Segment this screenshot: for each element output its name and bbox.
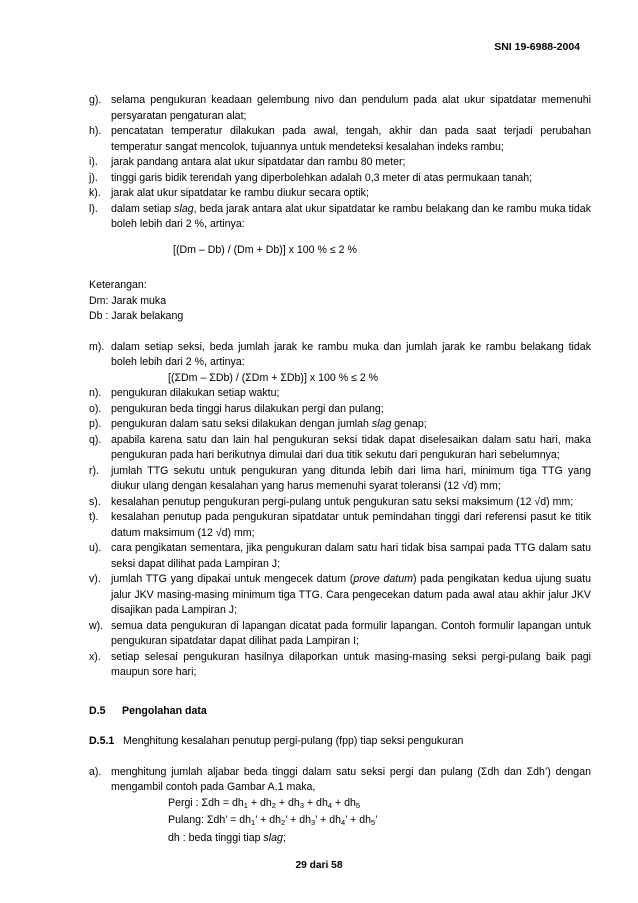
list-text: jumlah TTG sekutu untuk pengukuran yang ditunda lebih dari lima hari, minimum tiga TTG yang diukur ulang dengan kesalahan yang harus memenuhi syarat toleransi (12 √d) mm;: [111, 464, 591, 492]
subsection-heading: [89, 734, 591, 750]
subscript: 1: [251, 818, 256, 827]
list-text: pencatatan temperatur dilakukan pada awal, tengah, akhir dan pada saat terjadi perubahan temperatur sangat mencolok, tujuannya untuk mendeteksi kesalahan indeks rambu;: [111, 125, 591, 153]
list-item: [89, 541, 591, 572]
list-text: setiap selesai pengukuran hasilnya dilaporkan untuk masing-masing seksi pergi-pulang baik pagi maupun sore hari;: [111, 650, 591, 678]
list-text: tinggi garis bidik terendah yang diperbolehkan adalah 0,3 meter di atas permukaan tanah;: [111, 171, 533, 184]
section-title: Pengolahan data: [122, 704, 207, 717]
formula-sum-distance-ratio: [(ΣDm – ΣDb) / (ΣDm + ΣDb)] x 100 % ≤ 2 %: [168, 371, 379, 384]
list-item: [89, 124, 591, 155]
list-label: x).: [89, 650, 101, 663]
list-item-a: [89, 765, 591, 796]
list-item: [89, 650, 591, 681]
list-item: [89, 402, 591, 418]
list-text: apabila karena satu dan lain hal pengukuran seksi tidak dapat diselesaikan dalam satu hari, maka pengukuran pada hari berikutnya dimulai dari dua titik sekutu dari pengukuran hari sebelumnya;: [111, 433, 591, 461]
list-item: [89, 619, 591, 650]
list-item-v: [89, 572, 591, 619]
list-text: kesalahan penutup pada pengukuran sipatdatar untuk pemindahan tinggi dari referensi pasut ke titik datum maksimum (12 √d) mm;: [111, 511, 591, 539]
list-label: i).: [89, 156, 98, 168]
subsection-number: D.5.1: [89, 735, 115, 747]
list-label: g).: [89, 94, 102, 106]
list-label: s).: [89, 495, 101, 508]
subscript: 5: [371, 818, 376, 827]
keterangan-dm: Dm: Jarak muka: [89, 294, 167, 307]
keterangan-db: Db : Jarak belakang: [89, 310, 184, 322]
list-label: j).: [89, 171, 98, 184]
list-text: pengukuran dalam satu seksi dilakukan dengan jumlah slag genap;: [111, 418, 427, 430]
list-item: [89, 433, 591, 464]
subscript: 2: [281, 818, 286, 827]
subsection-title: Menghitung kesalahan penutup pergi-pulang (fpp) tiap seksi pengukuran: [123, 735, 464, 747]
page-content: [89, 93, 591, 846]
list-item: [89, 495, 591, 511]
list-text: cara pengikatan sementara, jika pengukuran dalam satu hari tidak bisa sampai pada TTG dalam satu seksi dapat dilihat pada Lampiran J;: [111, 542, 591, 570]
list-text: dalam setiap seksi, beda jumlah jarak ke rambu muka dan jumlah jarak ke rambu belakang tidak boleh lebih dari 2 %, artinya:: [111, 340, 591, 368]
formula-distance-ratio: [(Dm – Db) / (Dm + Db)] x 100 % ≤ 2 %: [173, 243, 357, 256]
section-number: D.5: [89, 704, 106, 717]
list-label: l).: [89, 202, 98, 215]
subscript: 4: [341, 818, 346, 827]
requirements-list-g-k: [89, 93, 591, 202]
list-label: v).: [89, 573, 101, 585]
list-text: jarak pandang antara alat ukur sipatdatar dan rambu 80 meter;: [111, 156, 406, 168]
list-label: u).: [89, 542, 102, 554]
list-item: [89, 93, 591, 124]
subscript: 5: [355, 800, 361, 810]
section-heading: [89, 704, 591, 720]
list-label: t).: [89, 511, 99, 523]
subscript: 3: [299, 800, 304, 810]
list-item: [89, 186, 591, 202]
page-number: 29 dari 58: [295, 860, 343, 871]
list-label: p).: [89, 418, 102, 430]
list-item-m: [89, 340, 591, 371]
list-label: r).: [89, 464, 99, 477]
list-label: a).: [89, 765, 102, 778]
subscript: 1: [243, 800, 248, 810]
requirements-list-n-o: [89, 386, 591, 417]
list-label: k).: [89, 187, 101, 199]
list-text: jumlah TTG yang dipakai untuk mengecek datum (prove datum) pada pengikatan kedua ujung suatu jalur JKV masing-masing minimum tiga TTG. Cara pengecekan datum pada awal atau akhir jalur JKV disajikan pada Lampiran J;: [111, 573, 592, 616]
list-label: w).: [89, 619, 104, 632]
list-text: pengukuran dilakukan setiap waktu;: [111, 387, 280, 399]
list-text: dalam setiap slag, beda jarak antara alat ukur sipatdatar ke rambu belakang dan ke rambu muka tidak boleh lebih dari 2 %, artinya:: [111, 202, 591, 230]
keterangan-title: Keterangan:: [89, 279, 147, 291]
list-text: kesalahan penutup pengukuran pergi-pulang untuk pengukuran satu seksi maksimum (12 √d) mm;: [111, 495, 574, 508]
list-text: jarak alat ukur sipatdatar ke rambu diukur secara optik;: [111, 187, 369, 199]
subscript: 4: [327, 800, 333, 810]
list-text: menghitung jumlah aljabar beda tinggi dalam satu seksi pergi dan pulang (Σdh dan Σdh’) dengan mengambil contoh pada Gambar A.1 maka,: [111, 765, 591, 793]
formula-pergi: Pergi : $\Sigma dh = dh_1 + dh_2 + dh_3 + dh_4 + dh_5$: [168, 796, 361, 810]
list-label: o).: [89, 402, 102, 415]
dh-definition: dh : beda tinggi tiap slag;: [168, 831, 286, 844]
list-item-l: [89, 202, 591, 233]
subscript: 2: [271, 800, 276, 810]
formula-pulang: Pulang: Σdh’ = $dh_1$’ + $dh_2$’ + $dh_3$’ + $dh_4$’ + $dh_5$’: [168, 814, 378, 827]
list-item: [89, 386, 591, 402]
document-code: SNI 19-6988-2004: [494, 41, 580, 53]
requirements-list-w-x: [89, 619, 591, 681]
list-item: [89, 510, 591, 541]
list-text: pengukuran beda tinggi harus dilakukan pergi dan pulang;: [111, 402, 384, 415]
subscript: 3: [311, 818, 316, 827]
list-item: [89, 155, 591, 171]
requirements-list-q-u: [89, 433, 591, 573]
list-item: [89, 464, 591, 495]
list-label: h).: [89, 125, 102, 137]
list-text: semua data pengukuran di lapangan dicatat pada formulir lapangan. Contoh formulir lapangan untuk pengukuran sipatdatar dapat dilihat pada Lampiran I;: [111, 619, 591, 647]
list-item-p: [89, 417, 591, 433]
list-text: selama pengukuran keadaan gelembung nivo dan pendulum pada alat ukur sipatdatar memenuhi persyaratan pengaturan alat;: [111, 94, 591, 122]
list-label: q).: [89, 433, 102, 446]
list-item: [89, 171, 591, 187]
list-label: n).: [89, 387, 102, 399]
list-label: m).: [89, 340, 105, 353]
